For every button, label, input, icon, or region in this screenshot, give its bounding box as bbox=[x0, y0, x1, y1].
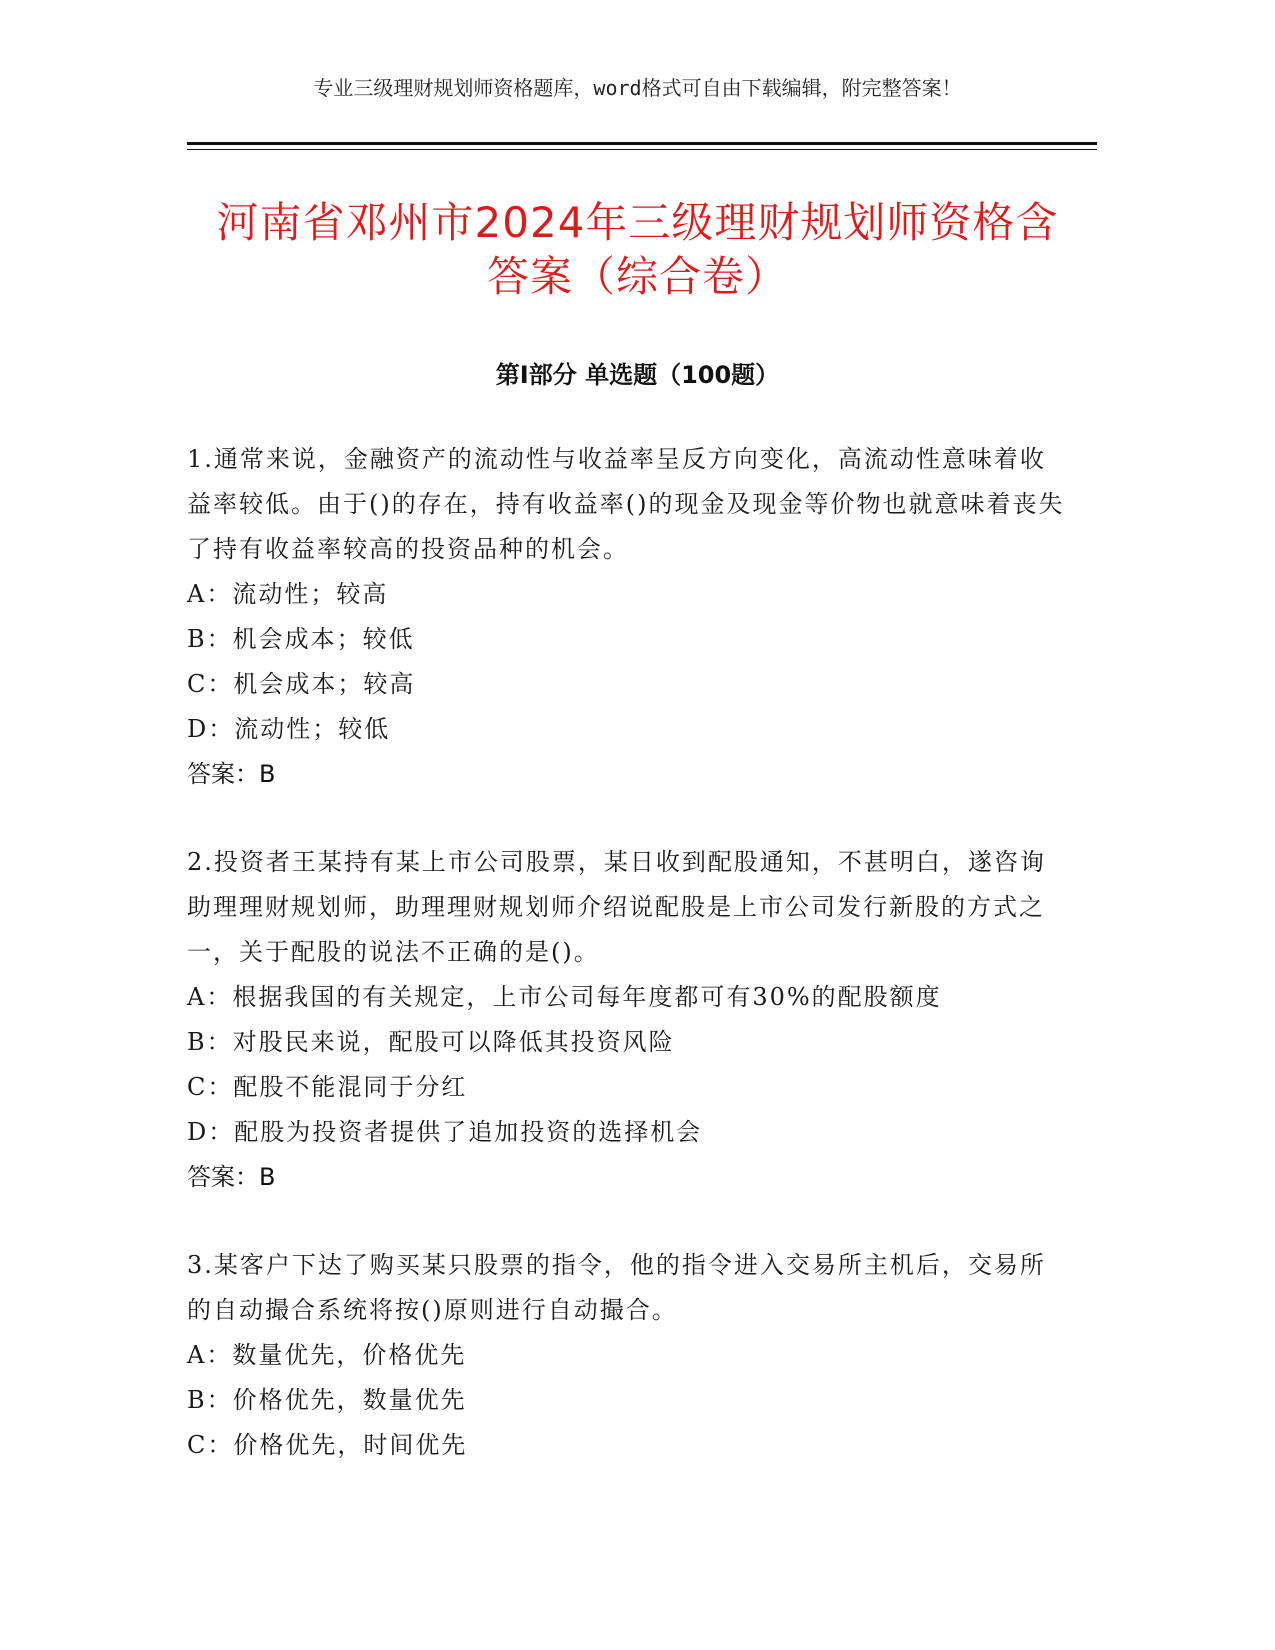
option-b: B：价格优先，数量优先 bbox=[187, 1386, 467, 1414]
question-2 bbox=[187, 840, 1067, 1200]
option-d: D：流动性；较低 bbox=[187, 715, 391, 743]
option-c: C：配股不能混同于分红 bbox=[187, 1073, 468, 1101]
answer: 答案：B bbox=[187, 1163, 276, 1191]
question-stem: 1.通常来说，金融资产的流动性与收益率呈反方向变化，高流动性意味着收益率较低。由于()的存在，持有收益率()的现金及现金等价物也就意味着丧失了持有收益率较高的投资品种的机会。 bbox=[187, 445, 1065, 563]
document-title bbox=[150, 196, 1125, 304]
document-title-line-2: 答案（综合卷） bbox=[486, 252, 788, 301]
option-c: C：价格优先，时间优先 bbox=[187, 1431, 468, 1459]
question-stem: 3.某客户下达了购买某只股票的指令，他的指令进入交易所主机后，交易所的自动撮合系统将按()原则进行自动撮合。 bbox=[187, 1251, 1046, 1324]
option-a: A：根据我国的有关规定，上市公司每年度都可有30%的配股额度 bbox=[187, 983, 942, 1011]
option-a: A：数量优先，价格优先 bbox=[187, 1341, 467, 1369]
section-title: 第Ⅰ部分 单选题（100题） bbox=[495, 361, 780, 389]
question-3 bbox=[187, 1243, 1067, 1468]
page-header: 专业三级理财规划师资格题库，word格式可自由下载编辑，附完整答案！ bbox=[313, 76, 962, 100]
option-d: D：配股为投资者提供了追加投资的选择机会 bbox=[187, 1118, 703, 1146]
question-1 bbox=[187, 437, 1067, 797]
option-a: A：流动性；较高 bbox=[187, 580, 389, 608]
option-b: B：对股民来说，配股可以降低其投资风险 bbox=[187, 1028, 675, 1056]
header-rule-thick bbox=[187, 142, 1097, 145]
option-c: C：机会成本；较高 bbox=[187, 670, 416, 698]
document-title-line-1: 河南省邓州市2024年三级理财规划师资格含 bbox=[216, 198, 1059, 247]
answer: 答案：B bbox=[187, 760, 276, 788]
header-rule-thin bbox=[187, 149, 1097, 150]
question-stem: 2.投资者王某持有某上市公司股票，某日收到配股通知，不甚明白，遂咨询助理理财规划师，助理理财规划师介绍说配股是上市公司发行新股的方式之一，关于配股的说法不正确的是()。 bbox=[187, 848, 1046, 966]
option-b: B：机会成本；较低 bbox=[187, 625, 415, 653]
